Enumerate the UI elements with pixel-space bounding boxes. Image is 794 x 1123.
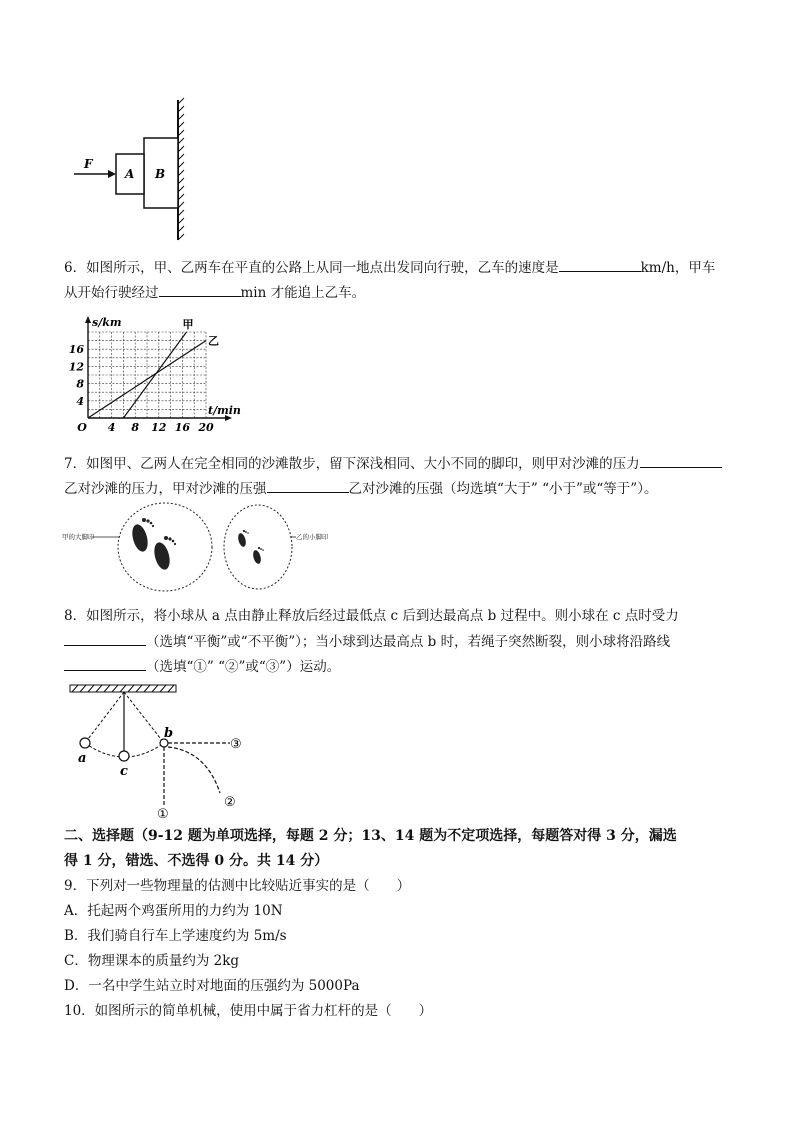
x-tick-label: 12	[151, 421, 167, 434]
q8-text: 8．如图所示，将小球从 a 点由静止释放后经过最低点 c 后到达最高点 b 过程中。则小球在 c 点时受力	[64, 608, 679, 624]
chart-ticks	[69, 343, 214, 434]
y-axis-label: s/km	[92, 316, 122, 329]
y-tick-label: 8	[76, 377, 84, 391]
pendulum-figure	[66, 683, 266, 822]
right-caption: 乙的小脚印	[296, 533, 329, 541]
force-label: F	[84, 157, 93, 171]
right-sand-ellipse	[224, 505, 292, 589]
q8-line1	[64, 606, 679, 626]
q7-text3: 乙对沙滩的压强（均选填“大于” “小于”或“等于”）。	[348, 481, 658, 497]
x-tick-label: 20	[198, 421, 214, 434]
path-2-label: ②	[224, 795, 236, 810]
q8-text2: （选填“平衡”或“不平衡”）；当小球到达最高点 b 时，若绳子突然断裂，则小球将沿路线	[146, 634, 671, 650]
origin-label: O	[77, 421, 87, 434]
q8-line3	[64, 656, 340, 677]
q9-option-d[interactable]: D．一名中学生站立时对地面的压强约为 5000Pa	[64, 978, 360, 994]
section2-heading-line1	[64, 826, 677, 846]
series-label-2: 乙	[208, 334, 219, 348]
label-a: a	[78, 751, 87, 766]
q8-blank-path[interactable]	[64, 656, 146, 671]
x-tick-label: 4	[107, 421, 116, 434]
section2-text1: 二、选择题（9-12 题为单项选择，每题 2 分；13、14 题为不定项选择，每题答对得 3 分，漏选	[64, 828, 677, 844]
q7-blank-pressure[interactable]	[267, 478, 349, 493]
q6-line1	[64, 257, 715, 278]
x-axis-label: t/min	[208, 404, 241, 417]
series-label-1: 甲	[182, 318, 194, 331]
y-tick-label: 12	[68, 360, 84, 374]
q9-stem: 9．下列对一些物理量的估测中比较贴近事实的是（ ）	[64, 878, 411, 894]
label-c: c	[120, 764, 128, 779]
q6-line2	[64, 282, 365, 303]
chart-grid	[88, 332, 206, 418]
q9-option-c[interactable]: C．物理课本的质量约为 2kg	[64, 953, 240, 969]
y-tick-label: 16	[68, 343, 84, 357]
block-b-label: B	[155, 167, 166, 181]
q6-blank-speed[interactable]	[559, 257, 641, 272]
large-footprint-icon	[130, 518, 176, 571]
small-footprint-icon	[237, 530, 264, 565]
q10-stem: 10．如图所示的简单机械，使用中属于省力杠杆的是（ ）	[64, 1003, 433, 1019]
ball-a	[80, 738, 90, 748]
q9-option-b[interactable]: B．我们骑自行车上学速度约为 5m/s	[64, 928, 287, 944]
left-caption: 甲的大脚印	[62, 533, 95, 541]
q6-text2: 从开始行驶经过	[64, 285, 159, 301]
path-2-line	[168, 747, 220, 793]
y-axis-arrow	[85, 316, 91, 323]
q9-option-a[interactable]: A．托起两个鸡蛋所用的力约为 10N	[64, 903, 283, 919]
force-arrowhead	[108, 170, 116, 178]
q6-text3: min 才能追上乙车。	[240, 285, 366, 301]
q8-text3: （选填“①” “②”或“③”）运动。	[146, 659, 341, 675]
block-a-label: A	[125, 167, 135, 181]
q7-blank-force[interactable]	[640, 453, 722, 468]
footprints-figure	[62, 500, 329, 600]
s-t-chart	[64, 312, 254, 438]
path-3-label: ③	[230, 737, 242, 752]
q7-line2	[64, 478, 657, 499]
label-b: b	[164, 726, 174, 741]
x-tick-label: 8	[131, 421, 140, 434]
q6-unit: km/h，甲车	[640, 260, 716, 276]
section2-heading-line2	[64, 851, 328, 871]
block-wall-figure	[70, 98, 190, 243]
q7-line1	[64, 453, 722, 474]
section2-text2: 得 1 分，错选、不选得 0 分。共 14 分）	[64, 853, 329, 869]
path-1-label: ①	[157, 807, 169, 822]
ball-c	[119, 751, 129, 761]
q7-text: 7．如图甲、乙两人在完全相同的沙滩散步，留下深浅相同、大小不同的脚印，则甲对沙滩的压力	[64, 456, 640, 472]
q6-blank-time[interactable]	[159, 282, 241, 297]
y-tick-label: 4	[76, 394, 84, 408]
x-tick-label: 16	[174, 421, 191, 434]
q7-text2: 乙对沙滩的压力，甲对沙滩的压强	[64, 481, 267, 497]
q6-text: 6．如图所示，甲、乙两车在平直的公路上从同一地点出发同向行驶，乙车的速度是	[64, 260, 559, 276]
q8-blank-balance[interactable]	[64, 631, 146, 646]
q8-line2	[64, 631, 670, 652]
